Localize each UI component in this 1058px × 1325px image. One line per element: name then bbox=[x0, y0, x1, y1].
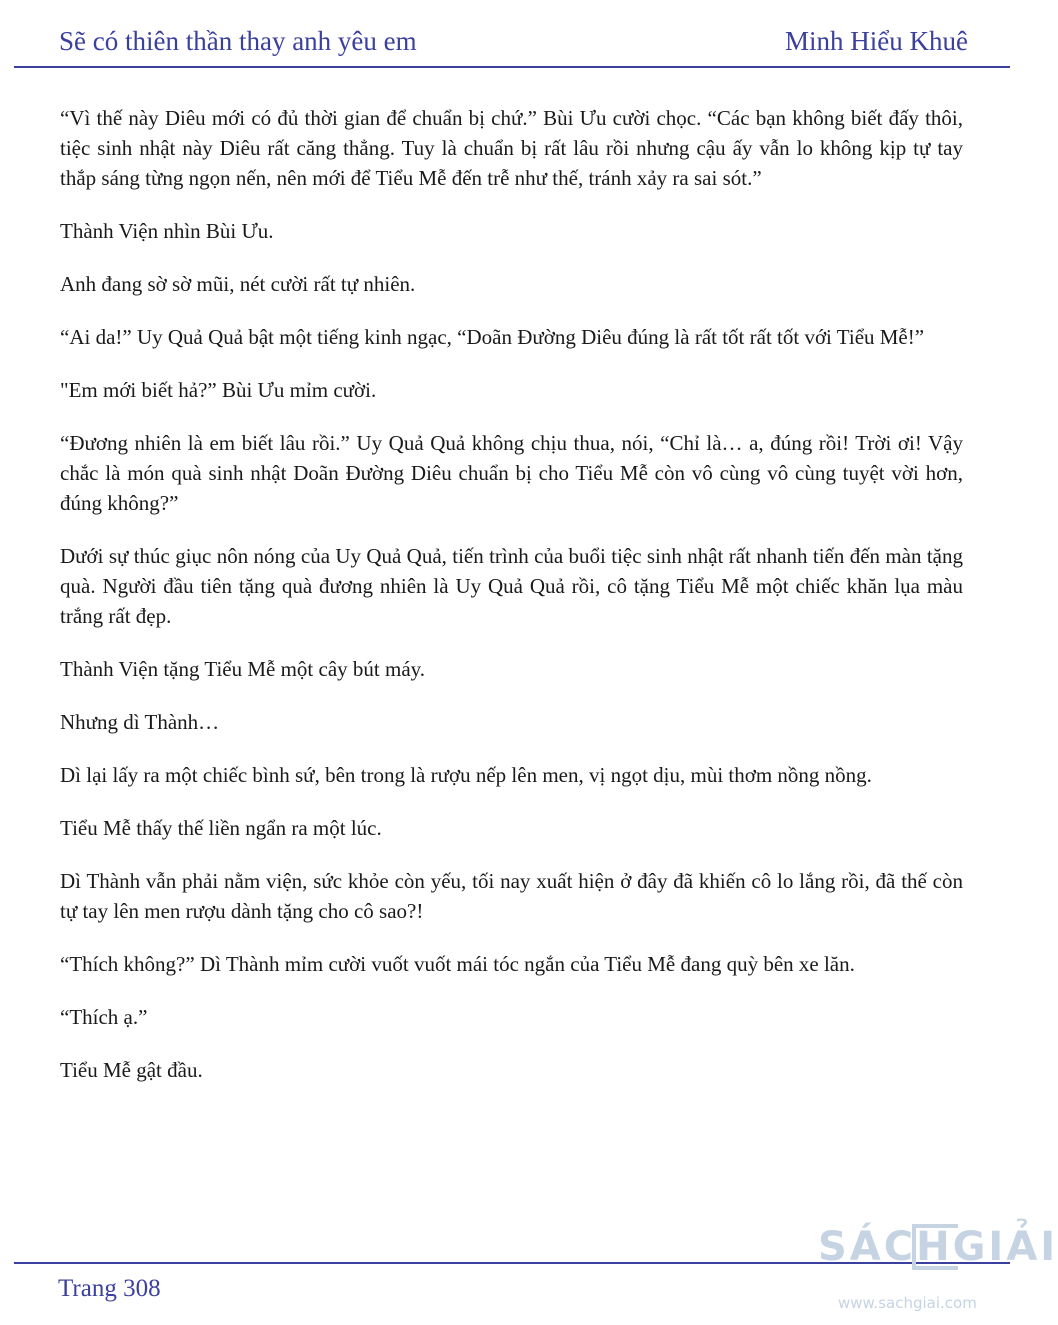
paragraph: “Ai da!” Uy Quả Quả bật một tiếng kinh ngạc, “Doãn Đường Diêu đúng là rất tốt rất tốt với Tiểu Mễ!” bbox=[60, 325, 925, 349]
paragraph: Tiểu Mễ gật đầu. bbox=[60, 1058, 203, 1082]
book-title: Sẽ có thiên thần thay anh yêu em bbox=[59, 26, 417, 56]
paragraph: “Thích không?” Dì Thành mỉm cười vuốt vuốt mái tóc ngắn của Tiểu Mễ đang quỳ bên xe lăn. bbox=[60, 952, 855, 976]
page-body bbox=[60, 103, 963, 1108]
page-number: Trang 308 bbox=[58, 1275, 161, 1302]
paragraph: Tiểu Mễ thấy thế liền ngẩn ra một lúc. bbox=[60, 816, 382, 840]
paragraph: Thành Viện nhìn Bùi Ưu. bbox=[60, 219, 274, 243]
watermark-url: www.sachgiai.com bbox=[838, 1294, 977, 1312]
paragraph: Dì lại lấy ra một chiếc bình sứ, bên trong là rượu nếp lên men, vị ngọt dịu, mùi thơm nồng nồng. bbox=[60, 763, 872, 787]
paragraph: “Vì thế này Diêu mới có đủ thời gian để chuẩn bị chứ.” Bùi Ưu cười chọc. “Các bạn không biết đấy thôi, tiệc sinh nhật này Diêu rất căng thẳng. Tuy là chuẩn bị rất lâu rồi nhưng cậu ấy vẫn lo không kịp tự tay thắp sáng từng ngọn nến, nên mới để Tiểu Mễ đến trễ như thế, tránh xảy ra sai sót.” bbox=[60, 106, 963, 190]
paragraph: Dưới sự thúc giục nôn nóng của Uy Quả Quả, tiến trình của buổi tiệc sinh nhật rất nhanh tiến đến màn tặng quà. Người đầu tiên tặng quà đương nhiên là Uy Quả Quả rồi, cô tặng Tiểu Mễ một chiếc khăn lụa màu trắng rất đẹp. bbox=[60, 544, 963, 628]
book-author: Minh Hiểu Khuê bbox=[785, 26, 968, 56]
paragraph: “Thích ạ.” bbox=[60, 1005, 148, 1029]
watermark-brand: SÁCHGIẢI bbox=[818, 1224, 1058, 1270]
paragraph: Anh đang sờ sờ mũi, nét cười rất tự nhiên. bbox=[60, 272, 416, 296]
paragraph: Thành Viện tặng Tiểu Mễ một cây bút máy. bbox=[60, 657, 426, 681]
watermark-logo bbox=[818, 1224, 1058, 1320]
page-header bbox=[14, 20, 1010, 68]
paragraph: "Em mới biết hả?” Bùi Ưu mỉm cười. bbox=[60, 378, 377, 402]
paragraph: “Đương nhiên là em biết lâu rồi.” Uy Quả Quả không chịu thua, nói, “Chỉ là… a, đúng rồi! Trời ơi! Vậy chắc là món quà sinh nhật Doãn Đường Diêu chuẩn bị cho Tiểu Mễ còn vô cùng vô cùng tuyệt vời hơn, đúng không?” bbox=[60, 431, 963, 515]
paragraph: Nhưng dì Thành… bbox=[60, 710, 220, 734]
paragraph: Dì Thành vẫn phải nằm viện, sức khỏe còn yếu, tối nay xuất hiện ở đây đã khiến cô lo lắng rồi, đã thế còn tự tay lên men rượu dành tặng cho cô sao?! bbox=[60, 869, 963, 923]
